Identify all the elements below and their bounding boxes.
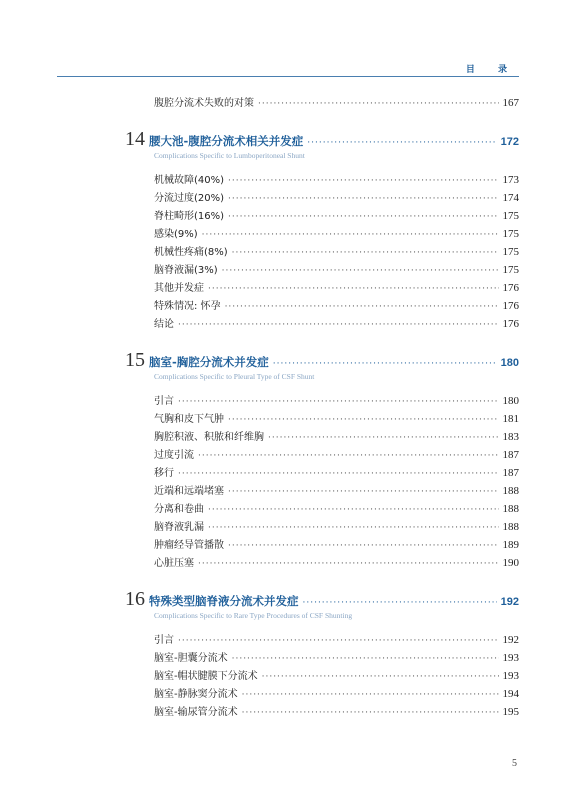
dot-leader <box>178 320 499 330</box>
dot-leader <box>208 523 499 533</box>
dot-leader <box>232 248 499 258</box>
toc-entry-label: 结论 <box>154 319 174 330</box>
toc-entry[interactable] <box>130 518 519 536</box>
toc-entry[interactable] <box>130 500 519 518</box>
dot-leader <box>225 302 499 312</box>
chapter-title: 腰大池-腹腔分流术相关并发症 <box>149 134 304 148</box>
toc-entry-label: 心脏压塞 <box>154 558 194 569</box>
toc-entry-page: 176 <box>502 300 519 312</box>
toc-entry-label: 其他并发症 <box>154 283 204 294</box>
toc-entry-page: 175 <box>502 264 519 276</box>
chapter-number: 14 <box>125 128 145 150</box>
toc-entry-label: 脑室-静脉窦分流术 <box>154 689 238 700</box>
toc-entry-page: 190 <box>502 557 519 569</box>
toc-entry-label: 肿瘤经导管播散 <box>154 540 224 551</box>
toc-entry[interactable] <box>130 410 519 428</box>
toc-entry[interactable] <box>130 703 519 721</box>
toc-entry[interactable] <box>130 243 519 261</box>
header-title: 目 录 <box>465 65 517 75</box>
dot-leader <box>228 212 498 222</box>
toc-entry[interactable] <box>130 554 519 572</box>
toc-entry-label: 脑室-输尿管分流术 <box>154 707 238 718</box>
toc-entry[interactable] <box>130 207 519 225</box>
dot-leader <box>268 433 499 443</box>
dot-leader <box>208 505 499 515</box>
dot-leader <box>307 138 496 148</box>
toc-entry[interactable] <box>130 649 519 667</box>
toc-entry-label: 腹腔分流术失败的对策 <box>154 98 254 109</box>
chapter-page: 180 <box>500 357 519 369</box>
chapter-section <box>125 349 519 572</box>
toc-entry[interactable] <box>130 189 519 207</box>
toc-entry[interactable] <box>130 392 519 410</box>
toc-entry[interactable] <box>130 482 519 500</box>
toc-entry-page: 180 <box>502 395 519 407</box>
toc-entry-label: 脑脊液乳漏 <box>154 522 204 533</box>
toc-entry-page: 188 <box>502 521 519 533</box>
toc-entry[interactable] <box>130 428 519 446</box>
table-of-contents <box>125 94 519 721</box>
toc-entry[interactable] <box>130 446 519 464</box>
toc-entry-page: 193 <box>502 670 519 682</box>
toc-entry[interactable] <box>130 279 519 297</box>
toc-entry-page: 192 <box>502 634 519 646</box>
toc-entry-page: 167 <box>502 97 519 109</box>
toc-entry-label: 机械故障(40%) <box>154 175 225 186</box>
dot-leader <box>228 194 498 204</box>
toc-entry-page: 175 <box>502 246 519 258</box>
toc-entry-page: 176 <box>502 318 519 330</box>
chapter-subtitle: Complications Specific to Lumboperitoneal Shunt <box>154 151 305 160</box>
header-rule <box>57 76 519 77</box>
toc-entry-page: 188 <box>502 503 519 515</box>
chapter-heading[interactable] <box>125 128 519 150</box>
toc-entry-page: 173 <box>502 174 519 186</box>
chapter-page: 172 <box>500 136 519 148</box>
toc-entry-label: 胸腔积液、积脓和纤维胸 <box>154 432 264 443</box>
toc-entry-label: 感染(9%) <box>154 229 198 240</box>
toc-entry[interactable] <box>130 225 519 243</box>
toc-entry-label: 脑室-帽状腱膜下分流术 <box>154 671 258 682</box>
toc-entry[interactable] <box>130 315 519 333</box>
dot-leader <box>198 451 499 461</box>
dot-leader <box>178 636 499 646</box>
dot-leader <box>222 266 499 276</box>
toc-entry-page: 175 <box>502 228 519 240</box>
toc-entry-page: 189 <box>502 539 519 551</box>
toc-entry[interactable] <box>130 631 519 649</box>
dot-leader <box>232 654 499 664</box>
chapter-number: 15 <box>125 349 145 371</box>
dot-leader <box>228 541 499 551</box>
toc-entry[interactable] <box>130 297 519 315</box>
chapter-title: 特殊类型脑脊液分流术并发症 <box>149 594 299 608</box>
chapter-list <box>125 128 519 721</box>
dot-leader <box>273 359 497 369</box>
toc-entry-label: 脑脊液漏(3%) <box>154 265 218 276</box>
toc-entry-label: 近端和远端堵塞 <box>154 486 224 497</box>
toc-entry-page: 187 <box>502 467 519 479</box>
chapter-page: 192 <box>500 596 519 608</box>
chapter-subtitle: Complications Specific to Pleural Type of CSF Shunt <box>154 372 315 381</box>
toc-entry-page: 188 <box>502 485 519 497</box>
toc-entry-label: 引言 <box>154 635 174 646</box>
chapter-title: 脑室-胸腔分流术并发症 <box>149 355 269 369</box>
dot-leader <box>202 230 499 240</box>
chapter-heading[interactable] <box>125 588 519 610</box>
toc-entry-page: 187 <box>502 449 519 461</box>
toc-entry-label: 分流过度(20%) <box>154 193 225 204</box>
toc-entry[interactable] <box>130 94 519 112</box>
toc-entry-page: 176 <box>502 282 519 294</box>
toc-entry-label: 气胸和皮下气肿 <box>154 414 224 425</box>
dot-leader <box>258 99 499 109</box>
toc-entry[interactable] <box>130 667 519 685</box>
chapter-section <box>125 588 519 721</box>
toc-entry-label: 移行 <box>154 468 174 479</box>
dot-leader <box>178 469 499 479</box>
toc-entry-label: 脊柱畸形(16%) <box>154 211 225 222</box>
toc-entry-page: 195 <box>502 706 519 718</box>
toc-entry-page: 183 <box>502 431 519 443</box>
toc-entry-label: 引言 <box>154 396 174 407</box>
toc-entry-page: 174 <box>502 192 519 204</box>
toc-entry-page: 194 <box>502 688 519 700</box>
toc-entry-label: 机械性疼痛(8%) <box>154 247 228 258</box>
dot-leader <box>228 176 498 186</box>
toc-entry-page: 175 <box>502 210 519 222</box>
dot-leader <box>262 672 499 682</box>
dot-leader <box>242 708 499 718</box>
dot-leader <box>208 284 499 294</box>
toc-entry-page: 193 <box>502 652 519 664</box>
dot-leader <box>228 487 499 497</box>
chapter-number: 16 <box>125 588 145 610</box>
dot-leader <box>303 598 497 608</box>
toc-entry[interactable] <box>130 536 519 554</box>
toc-entry-label: 过度引流 <box>154 450 194 461</box>
dot-leader <box>198 559 499 569</box>
dot-leader <box>178 397 499 407</box>
page-number: 5 <box>512 758 517 769</box>
toc-entry-label: 脑室-胆囊分流术 <box>154 653 228 664</box>
toc-entry-page: 181 <box>502 413 519 425</box>
chapter-section <box>125 128 519 333</box>
chapter-heading[interactable] <box>125 349 519 371</box>
toc-entry[interactable] <box>130 464 519 482</box>
toc-entry[interactable] <box>130 261 519 279</box>
toc-entry-label: 特殊情况: 怀孕 <box>154 301 221 312</box>
toc-entry-label: 分离和卷曲 <box>154 504 204 515</box>
dot-leader <box>242 690 499 700</box>
dot-leader <box>228 415 499 425</box>
toc-entry[interactable] <box>130 171 519 189</box>
chapter-subtitle: Complications Specific to Rare Type Procedures of CSF Shunting <box>154 611 353 620</box>
toc-entry[interactable] <box>130 685 519 703</box>
